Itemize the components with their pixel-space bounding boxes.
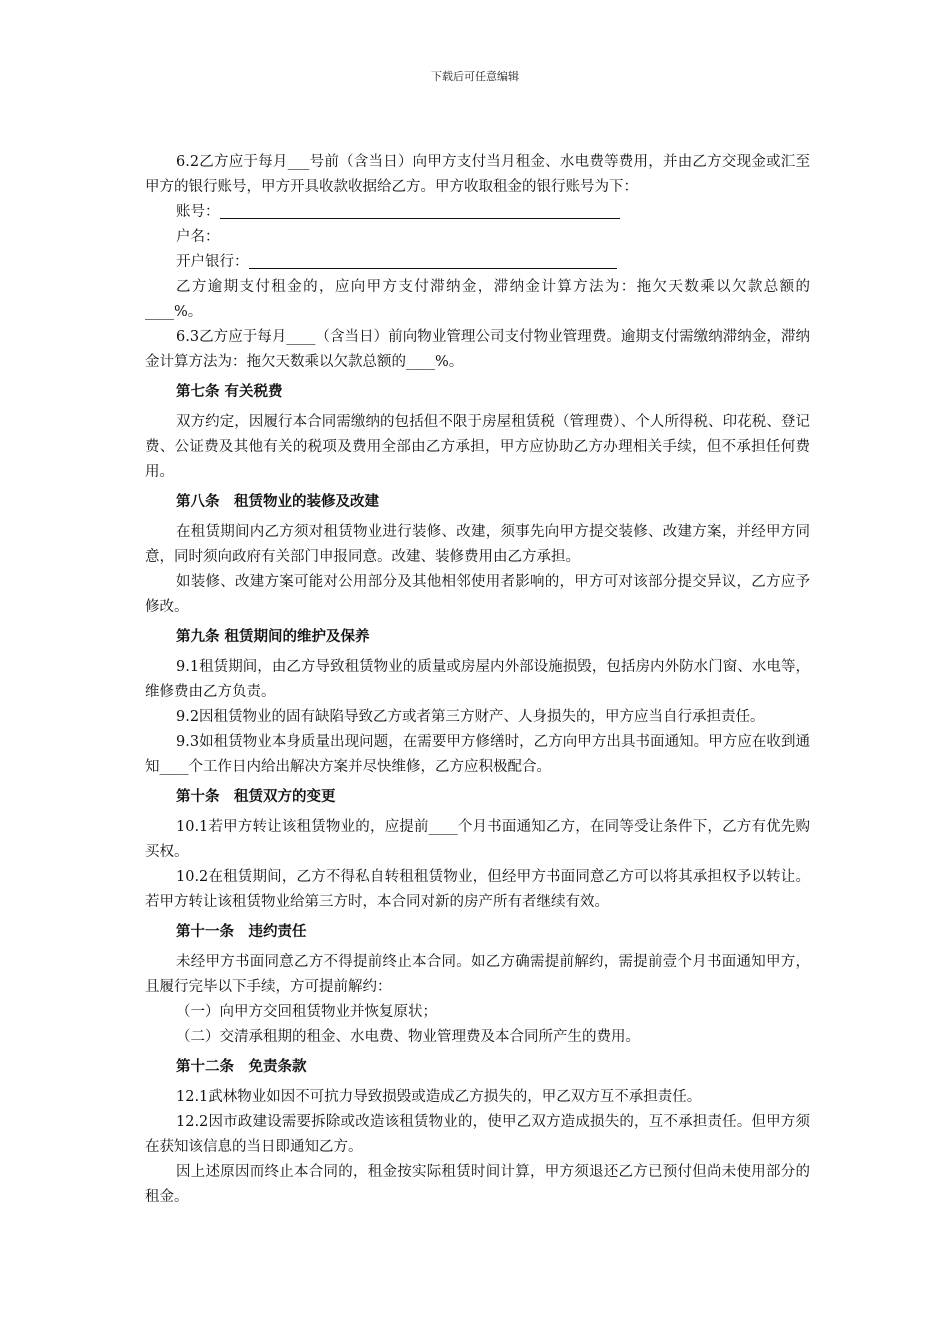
clause-12-1: 12.1武林物业如因不可抗力导致损毁或造成乙方损失的，甲乙双方互不承担责任。	[176, 1089, 702, 1105]
heading-article-9: 第九条 租赁期间的维护及保养	[176, 628, 370, 645]
clause-8-1: 在租赁期间内乙方须对租赁物业进行装修、改建，须事先向甲方提交装修、改建方案，并经甲方同意，同时须向政府有关部门申报同意。改建、装修费用由乙方承担。	[145, 524, 810, 565]
clause-7: 双方约定，因履行本合同需缴纳的包括但不限于房屋租赁税（管理费）、个人所得税、印花税、登记费、公证费及其他有关的税项及费用全部由乙方承担，甲方应协助乙方办理相关手续，但不承担任何费用。	[145, 414, 810, 480]
account-blank-line	[220, 204, 620, 219]
clause-6-2: 6.2乙方应于每月___号前（含当日）向甲方支付当月租金、水电费等费用，并由乙方交现金或汇至甲方的银行账号，甲方开具收款收据给乙方。甲方收取租金的银行账号为下：	[145, 154, 810, 195]
heading-article-7: 第七条 有关税费	[176, 383, 283, 400]
page-header: 下载后可任意编辑	[431, 70, 519, 83]
clause-10-2: 10.2在租赁期间，乙方不得私自转租租赁物业，但经甲方书面同意乙方可以将其承担权予以转让。若甲方转让该租赁物业给第三方时，本合同对新的房产所有者继续有效。	[145, 869, 810, 910]
late-fee-clause: 乙方逾期支付租金的，应向甲方支付滞纳金，滞纳金计算方法为：拖欠天数乘以欠款总额的____%。	[145, 279, 810, 320]
clause-12-2: 12.2因市政建设需要拆除或改造该租赁物业的，使甲乙双方造成损失的，互不承担责任。但甲方须在获知该信息的当日即通知乙方。	[145, 1114, 810, 1155]
clause-9-3: 9.3如租赁物业本身质量出现问题，在需要甲方修缮时，乙方向甲方出具书面通知。甲方应在收到通知____个工作日内给出解决方案并尽快维修，乙方应积极配合。	[145, 734, 810, 775]
clause-9-2: 9.2因租赁物业的固有缺陷导致乙方或者第三方财产、人身损失的，甲方应当自行承担责任。	[176, 709, 765, 725]
bank-field	[145, 250, 810, 275]
clause-6-3: 6.3乙方应于每月____（含当日）前向物业管理公司支付物业管理费。逾期支付需缴纳滞纳金，滞纳金计算方法为：拖欠天数乘以欠款总额的____%。	[145, 329, 810, 370]
clause-11-item-1: （一）向甲方交回租赁物业并恢复原状；	[176, 1004, 437, 1020]
clause-12-3: 因上述原因而终止本合同的，租金按实际租赁时间计算，甲方须退还乙方已预付但尚未使用部分的租金。	[145, 1164, 810, 1205]
clause-11: 未经甲方书面同意乙方不得提前终止本合同。如乙方确需提前解约，需提前壹个月书面通知甲方，且履行完毕以下手续，方可提前解约：	[145, 954, 810, 995]
clause-8-2: 如装修、改建方案可能对公用部分及其他相邻使用者影响的，甲方可对该部分提交异议，乙方应予修改。	[145, 574, 810, 615]
bank-blank-line	[249, 254, 617, 269]
heading-article-8: 第八条 租赁物业的装修及改建	[176, 493, 379, 510]
account-field	[145, 200, 810, 225]
name-field	[145, 225, 810, 250]
heading-article-12: 第十二条 免责条款	[176, 1058, 307, 1075]
clause-10-1: 10.1若甲方转让该租赁物业的，应提前____个月书面通知乙方，在同等受让条件下，乙方有优先购买权。	[145, 819, 810, 860]
clause-9-1: 9.1租赁期间，由乙方导致租赁物业的质量或房屋内外部设施损毁，包括房内外防水门窗、水电等，维修费由乙方负责。	[145, 659, 810, 700]
heading-article-10: 第十条 租赁双方的变更	[176, 788, 336, 805]
clause-11-item-2: （二）交清承租期的租金、水电费、物业管理费及本合同所产生的费用。	[176, 1029, 640, 1045]
bank-label: 开户银行：	[176, 254, 249, 270]
name-label: 户名：	[176, 229, 220, 245]
heading-article-11: 第十一条 违约责任	[176, 923, 307, 940]
contract-body	[145, 150, 810, 1210]
account-label: 账号：	[176, 204, 220, 220]
